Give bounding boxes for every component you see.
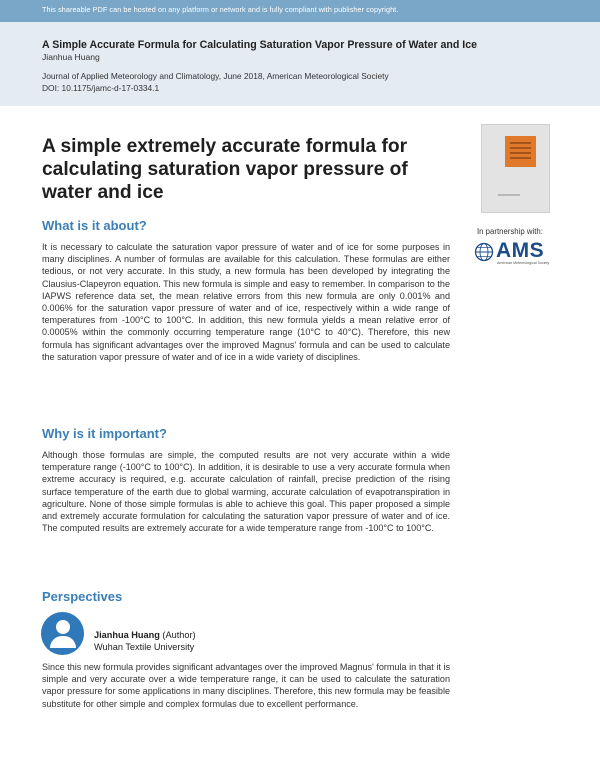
section-text-importance: Although those formulas are simple, the computed results are not very accurate within a wide temperature range (-100°C to 100°C). In addition, it is desirable to use a very accurate formula when extreme accuracy is required, e.g. accurate calculation of rainfall, precise prediction of the rising surface temperature of the earth due to global warming, accurate calculation of evapotranspiration in agriculture. None of those simple formulas is able to achieve this goal. This paper proposed a simple and extremely accurate formulation for calculating the saturation vapor pressure of water and of ice. The computed results are extremely accurate for a wide temperature range from -100°C to 100°C.	[42, 450, 450, 534]
top-notice-band	[0, 0, 600, 22]
partnership-label: In partnership with:	[477, 227, 543, 236]
ams-logo-subtext: American Meteorological Society	[497, 261, 550, 265]
section-heading-perspectives: Perspectives	[42, 589, 123, 604]
ams-logo-text: AMS	[496, 239, 545, 262]
cover-footer-line	[498, 194, 520, 196]
publication-author: Jianhua Huang	[42, 52, 100, 62]
publication-title: A Simple Accurate Formula for Calculating Saturation Vapor Pressure of Water and Ice	[42, 39, 478, 51]
section-text-about: It is necessary to calculate the saturation vapor pressure of water and of ice for some purposes in many disciplines. A number of formulas are available for this calculation. These formulas are either tedious, or not very accurate. In this study, a new formula has been developed by integrating the Clausius-Clapeyron equation. This new formula is simple and easy to remember. In comparison to the IAPWS reference data set, the mean relative errors from this new formula are only 0.001% and 0.006% for the saturation vapor pressure of water and of ice, respectively within a wide range of temperatures from -100°C to 100°C. In addition, this new formula yields a mean relative error of 0.0005% within the commonly occurring temperature range (10°C to 40°C). Therefore, this new formula has significant advantages over the improved Magnus' formula and can be used to calculate the saturation vapor pressure of water and of ice in a wide variety of disciplines.	[42, 242, 450, 362]
person-body-icon	[50, 636, 76, 648]
cover-title-block	[505, 136, 536, 167]
perspective-institution: Wuhan Textile University	[94, 642, 195, 652]
section-heading-about: What is it about?	[42, 218, 147, 233]
perspective-author	[94, 630, 196, 640]
perspective-author-name: Jianhua Huang	[94, 630, 160, 640]
publication-journal: Journal of Applied Meteorology and Climatology, June 2018, American Meteorological Society	[42, 71, 389, 81]
globe-icon	[474, 242, 494, 262]
section-text-perspectives: Since this new formula provides significant advantages over the improved Magnus' formula in that it is simple and very accurate over a wide temperature range, it can be used to calculate the saturation vapor pressure for some applications in many disciplines. Therefore, this new formula may be feasible substitute for other simple and complex formulas due to excellent performance.	[42, 662, 450, 709]
person-head-icon	[56, 620, 70, 634]
perspective-author-role: (Author)	[162, 630, 196, 640]
ams-logo[interactable]	[474, 239, 560, 267]
page-title: A simple extremely accurate formula for calculating saturation vapor pressure of water and ice	[42, 136, 408, 203]
section-heading-importance: Why is it important?	[42, 426, 167, 441]
author-avatar	[41, 612, 84, 655]
copyright-notice: This shareable PDF can be hosted on any platform or network and is fully compliant with publisher copyright.	[42, 5, 399, 14]
journal-cover-thumbnail[interactable]	[481, 124, 550, 213]
publication-header	[0, 22, 600, 106]
publication-doi[interactable]: DOI: 10.1175/jamc-d-17-0334.1	[42, 83, 160, 93]
